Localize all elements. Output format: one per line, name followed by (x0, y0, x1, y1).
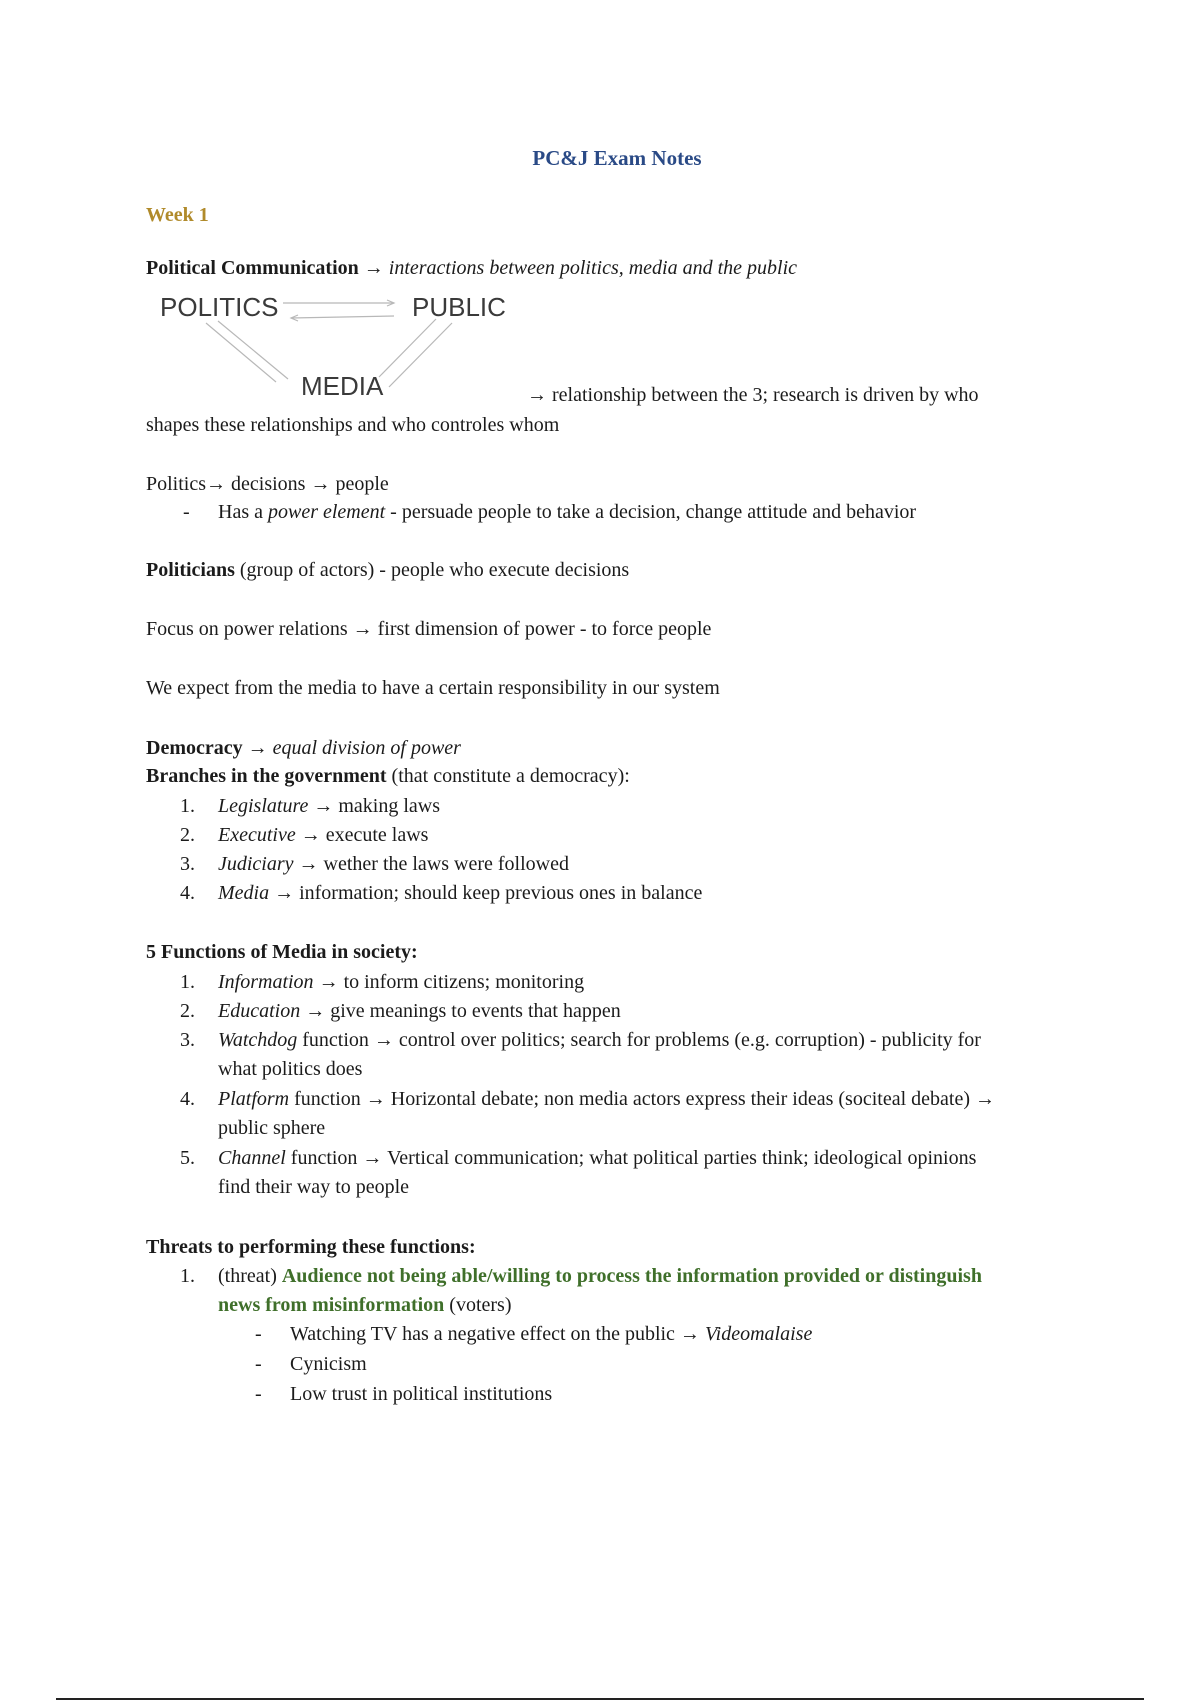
list-item-continued: find their way to people (218, 1176, 410, 1198)
threat-subitem: Cynicism (290, 1353, 367, 1375)
list-item: Information → to inform citizens; monitoring (218, 971, 585, 993)
democracy-line: Democracy → equal division of power (146, 737, 461, 759)
threat-highlight: Audience not being able/willing to process the information provided or distinguish (281, 1265, 982, 1287)
political-communication-term: Political Communication (146, 257, 359, 279)
diagram-caption: → relationship between the 3; research is driven by who (527, 384, 979, 406)
list-item: Legislature → making laws (218, 795, 441, 817)
bullet-dash: - (255, 1383, 262, 1405)
arrow: → (358, 257, 389, 279)
list-number: 4. (180, 1088, 195, 1110)
threat-item-continued: news from misinformation (voters) (218, 1294, 512, 1316)
democracy-term: Democracy (146, 737, 243, 759)
list-number: 3. (180, 1029, 195, 1051)
bullet-dash: - (183, 501, 190, 523)
functions-heading: 5 Functions of Media in society: (146, 941, 418, 963)
branches-line: Branches in the government (that constitute a democracy): (146, 765, 630, 787)
expect-line: We expect from the media to have a certain responsibility in our system (146, 677, 720, 699)
videomalaise-term: Videomalaise (704, 1323, 813, 1345)
list-number: 1. (180, 971, 195, 993)
politics-decisions-line: Politics→ decisions → people (146, 473, 389, 495)
list-item: Executive → execute laws (218, 824, 429, 846)
politicians-term: Politicians (146, 559, 235, 581)
arrow-media-to-public-b (389, 323, 452, 387)
list-number: 4. (180, 882, 195, 904)
list-item: Channel function → Vertical communication; what political parties think; ideological opinions (218, 1147, 977, 1169)
list-item: Watchdog function → control over politics; search for problems (e.g. corruption) - publicity for (218, 1029, 981, 1051)
list-item: Platform function → Horizontal debate; non media actors express their ideas (sociteal debate) → (218, 1088, 995, 1110)
political-communication-line (146, 256, 797, 280)
list-number: 5. (180, 1147, 195, 1169)
power-element-line: Has a power element - persuade people to take a decision, change attitude and behavior (218, 501, 917, 523)
threat-subitem: Low trust in political institutions (290, 1383, 553, 1405)
list-number: 1. (180, 795, 195, 817)
branches-term: Branches in the government (146, 765, 387, 787)
list-item: Media → information; should keep previous ones in balance (218, 882, 703, 904)
threat-item: (threat) Audience not being able/willing to process the information provided or distinguish (218, 1265, 982, 1287)
diagram-label-public: PUBLIC (412, 292, 506, 322)
diagram-caption-continued: shapes these relationships and who controles whom (146, 414, 560, 436)
arrow-public-to-politics (291, 316, 394, 318)
week-heading: Week 1 (146, 204, 209, 226)
list-item-continued: public sphere (218, 1117, 326, 1139)
list-item-continued: what politics does (218, 1058, 363, 1080)
threat-subitem: Watching TV has a negative effect on the public → Videomalaise (290, 1323, 813, 1345)
power-element-term: power element (267, 501, 386, 523)
list-item: Judiciary → wether the laws were followed (218, 853, 569, 875)
triangle-diagram (146, 292, 546, 415)
bullet-dash: - (255, 1353, 262, 1375)
diagram-label-politics: POLITICS (160, 292, 279, 322)
democracy-definition: equal division of power (272, 737, 461, 759)
politicians-line: Politicians (group of actors) - people who execute decisions (146, 559, 630, 581)
arrow-politics-to-media-b (218, 321, 288, 379)
diagram-label-media: MEDIA (301, 371, 384, 401)
arrow-politics-to-media-a (206, 323, 276, 382)
list-number: 1. (180, 1265, 195, 1287)
political-communication-definition: interactions between politics, media and the public (388, 257, 798, 279)
page-title: PC&J Exam Notes (532, 146, 702, 170)
list-number: 2. (180, 1000, 195, 1022)
threats-heading: Threats to performing these functions: (146, 1236, 476, 1258)
list-item: Education → give meanings to events that happen (218, 1000, 621, 1022)
bullet-dash: - (255, 1323, 262, 1345)
list-number: 3. (180, 853, 195, 875)
focus-line: Focus on power relations → first dimension of power - to force people (146, 618, 712, 640)
list-number: 2. (180, 824, 195, 846)
